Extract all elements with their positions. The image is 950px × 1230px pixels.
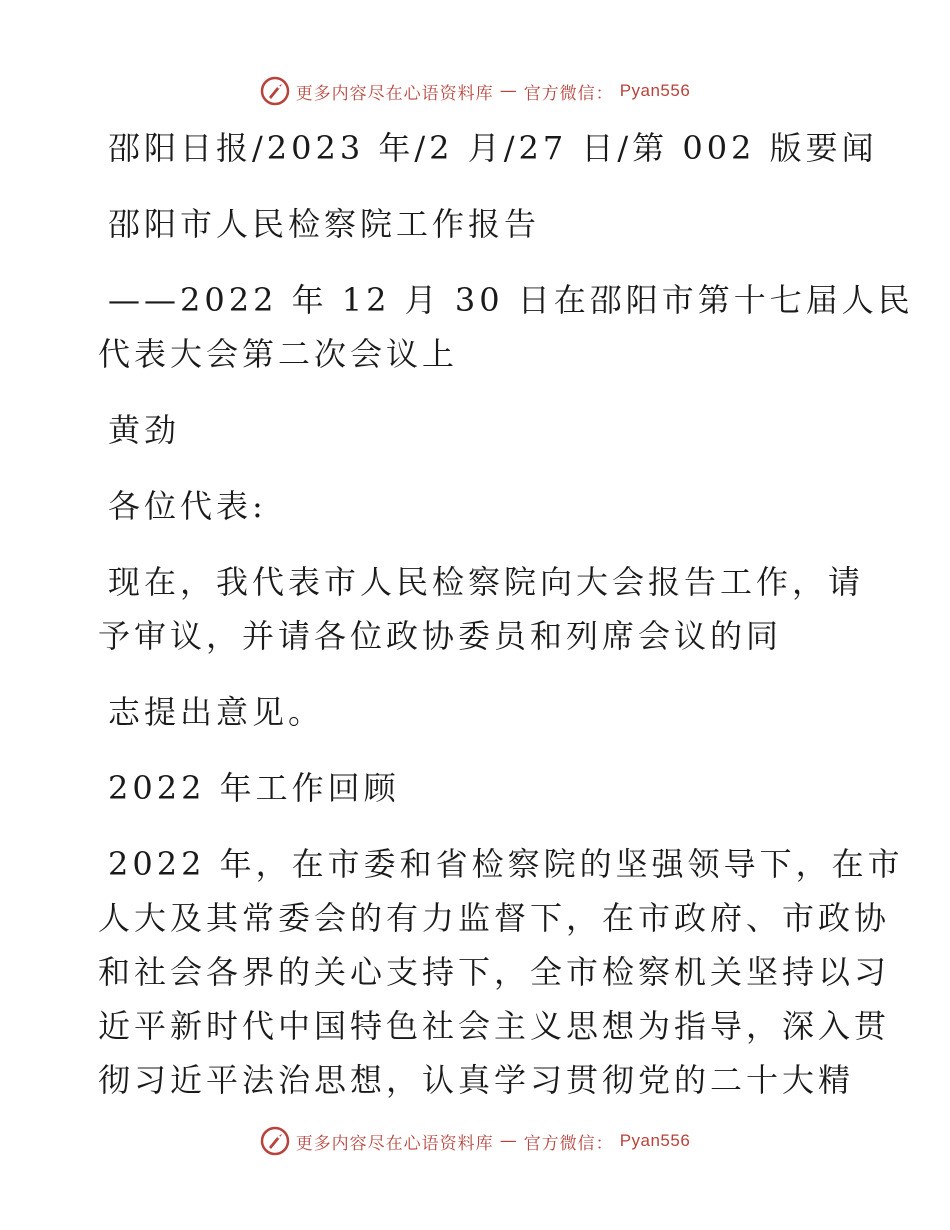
subtitle-line-2: 代表大会第二次会议上 — [98, 335, 459, 373]
watermark-wechat-label: 官方微信： — [523, 83, 614, 104]
pen-nib-icon — [260, 1126, 290, 1156]
body-line-3: 和社会各界的关心支持下，全市检察机关坚持以习 — [98, 953, 891, 991]
salutation: 各位代表: — [108, 487, 267, 525]
section-heading: 2022 年工作回顾 — [108, 769, 400, 807]
footer-watermark — [0, 1126, 950, 1156]
watermark-wechat-id: Pyan556 — [619, 81, 691, 100]
header-watermark — [0, 76, 950, 106]
body-line-5: 彻习近平法治思想，认真学习贯彻党的二十大精 — [98, 1061, 855, 1099]
document-body — [98, 124, 914, 1104]
pen-nib-icon — [260, 76, 290, 106]
watermark-separator: — — [499, 81, 518, 101]
intro-line-1: 现在，我代表市人民检察院向大会报告工作，请 — [108, 563, 865, 601]
watermark-wechat-id: Pyan556 — [619, 1131, 691, 1150]
intro-line-2: 予审议，并请各位政协委员和列席会议的同 — [98, 617, 783, 655]
body-line-4: 近平新时代中国特色社会主义思想为指导，深入贯 — [98, 1007, 891, 1045]
body-line-2: 人大及其常委会的有力监督下，在市政府、市政协 — [98, 899, 891, 937]
body-line-1: 2022 年，在市委和省检察院的坚强领导下，在市 — [108, 845, 904, 883]
intro-continuation: 志提出意见。 — [108, 693, 325, 731]
author: 黄劲 — [108, 411, 181, 449]
source-line: 邵阳日报/2023 年/2 月/27 日/第 002 版要闻 — [108, 129, 878, 167]
document-title: 邵阳市人民检察院工作报告 — [108, 205, 541, 243]
watermark-text: 更多内容尽在心语资料库 — [295, 1133, 494, 1154]
watermark-wechat-label: 官方微信： — [523, 1133, 614, 1154]
watermark-text: 更多内容尽在心语资料库 — [295, 83, 494, 104]
subtitle-line-1: ——2022 年 12 月 30 日在邵阳市第十七届人民 — [108, 281, 914, 319]
watermark-separator: — — [499, 1131, 518, 1151]
